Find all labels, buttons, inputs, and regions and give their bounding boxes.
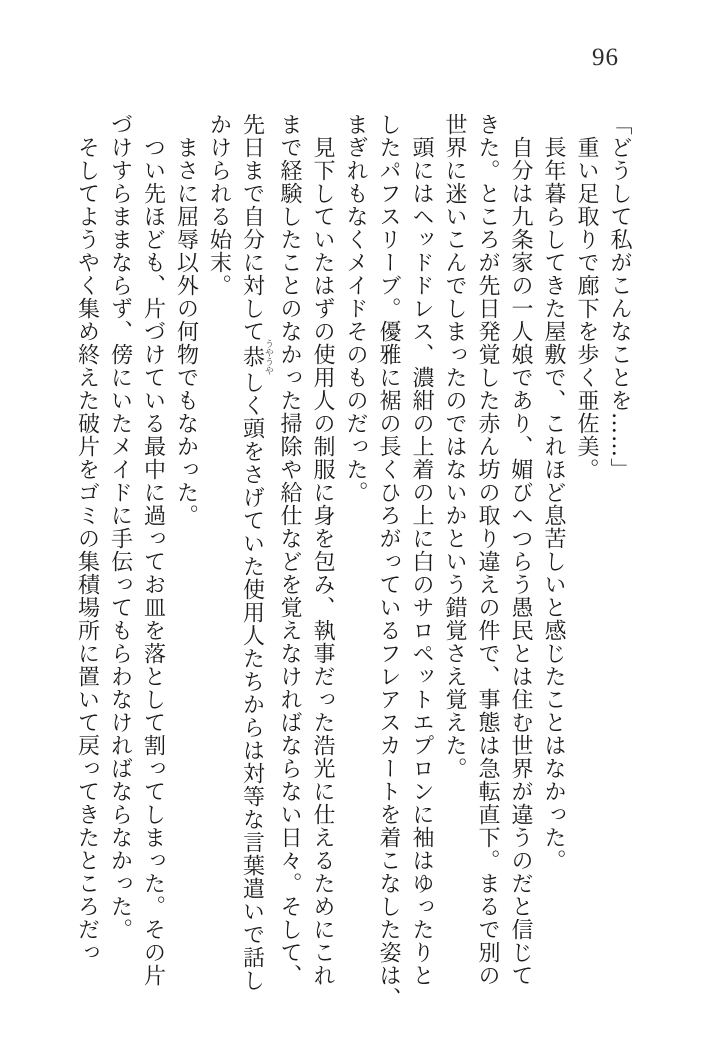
text-line: かけられる始末。 [206, 113, 232, 297]
text-line: まで経験したことのなかった掃除や給仕などを覚えなければならない日々。そして、 [277, 113, 302, 987]
text-line: 重い足取りで廊下を歩く亜佐美。 [574, 113, 599, 481]
page-number: 96 [592, 44, 619, 71]
furigana: うやうや [263, 339, 273, 375]
text-line: したパフスリーブ。優雅に裾の長くひろがっているフレアスカートを着こなした姿は、 [376, 113, 401, 1010]
text-line: まさに屈辱以外の何物でもなかった。 [173, 113, 199, 527]
text-line: きた。ところが先日発覚した赤ん坊の取り違えの件で、事態は急転直下。まるで別の [475, 113, 500, 987]
text-block [71, 113, 637, 1013]
text-line: まぎれもなくメイドそのものだった。 [343, 113, 368, 504]
text-line: 見下していたはずの使用人の制服に身を包み、執事だった浩光に仕えるためにこれ [310, 113, 335, 987]
text-line: づけすらままならず、傍にいたメイドに手伝ってもらわなければならなかった。 [107, 113, 133, 941]
text-line: つい先ほども、片づけている最中に過ってお皿を落として割ってしまった。その片 [140, 113, 166, 987]
text-line: そしてようやく集め終えた破片をゴミの集積場所に置いて戻ってきたところだっ [74, 113, 100, 964]
text-line: 長年暮らしてきた屋敷で、これほど息苦しいと感じたことはなかった。 [541, 113, 566, 872]
text-line: 自分は九条家の一人娘であり、媚びへつらう愚民とは住む世界が違うのだと信じて [508, 113, 533, 987]
text-line: 「どうして私がこんなことを……」 [607, 113, 632, 481]
ruby-base: 恭うやうや [239, 339, 273, 375]
text-line: 頭にはヘッドドレス、濃紺の上着の上に白のサロペットエプロンに袖はゆったりと [409, 113, 434, 987]
text-line: 先日まで自分に対して恭うやうやしく頭をさげていた使用人たちからは対等な言葉遣いで話し [239, 113, 273, 992]
text-line: 世界に迷いこんでしまったのではないかという錯覚さえ覚えた。 [442, 113, 467, 780]
